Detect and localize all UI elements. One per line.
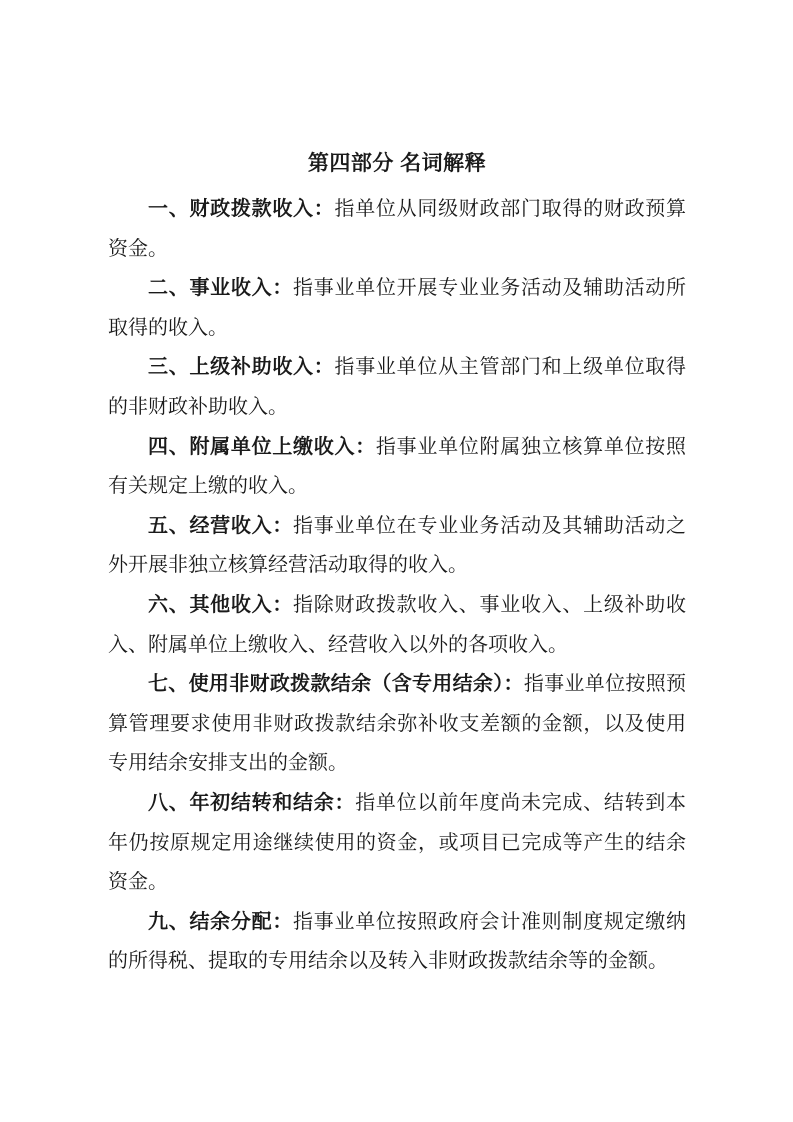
- term-definition: 指事业单位从主管部门和上级单位取得的非财政补助收入。: [108, 356, 687, 418]
- term-label: 二、事业收入：: [148, 277, 294, 300]
- term-definition: 指事业单位附属独立核算单位按照有关规定上缴的收入。: [108, 435, 687, 498]
- term-label: 一、财政拨款收入：: [148, 198, 335, 220]
- term-definition: 指单位从同级财政部门取得的财政预算资金。: [108, 198, 687, 260]
- definition-item-7: [108, 665, 686, 784]
- term-label: 七、使用非财政拨款结余（含专用结余）：: [148, 673, 524, 696]
- term-definition: 指单位以前年度尚未完成、结转到本年仍按原规定用途继续使用的资金，或项目已完成等产生的结余资金。: [108, 791, 687, 894]
- term-definition: 指事业单位按照政府会计准则制度规定缴纳的所得税、提取的专用结余以及转入非财政拨款结余等的金额。: [108, 910, 687, 973]
- term-definition: 指事业单位在专业业务活动及其辅助活动之外开展非独立核算经营活动取得的收入。: [108, 514, 687, 577]
- term-definition: 指除财政拨款收入、事业收入、上级补助收入、附属单位上缴收入、经营收入以外的各项收入。: [108, 593, 687, 656]
- page-title: 第四部分 名词解释: [307, 152, 487, 175]
- term-label: 四、附属单位上缴收入：: [148, 435, 376, 458]
- definition-item-6: [108, 586, 686, 665]
- term-definition: 指事业单位开展专业业务活动及辅助活动所取得的收入。: [108, 277, 687, 339]
- term-label: 三、上级补助收入：: [148, 356, 335, 379]
- term-label: 九、结余分配：: [148, 910, 294, 933]
- definition-item-8: [108, 784, 686, 903]
- definition-item-5: [108, 507, 686, 586]
- term-definition: 指事业单位按照预算管理要求使用非财政拨款结余弥补收支差额的金额，以及使用专用结余安排支出的金额。: [108, 673, 687, 775]
- definition-item-3: [108, 348, 686, 427]
- definition-item-2: [108, 269, 686, 348]
- definition-item-1: [108, 190, 686, 269]
- glossary-body: [108, 190, 686, 982]
- term-label: 六、其他收入：: [148, 593, 294, 616]
- definition-item-4: [108, 428, 686, 507]
- definition-item-9: [108, 903, 686, 982]
- term-label: 五、经营收入：: [148, 514, 294, 537]
- term-label: 八、年初结转和结余：: [148, 791, 356, 814]
